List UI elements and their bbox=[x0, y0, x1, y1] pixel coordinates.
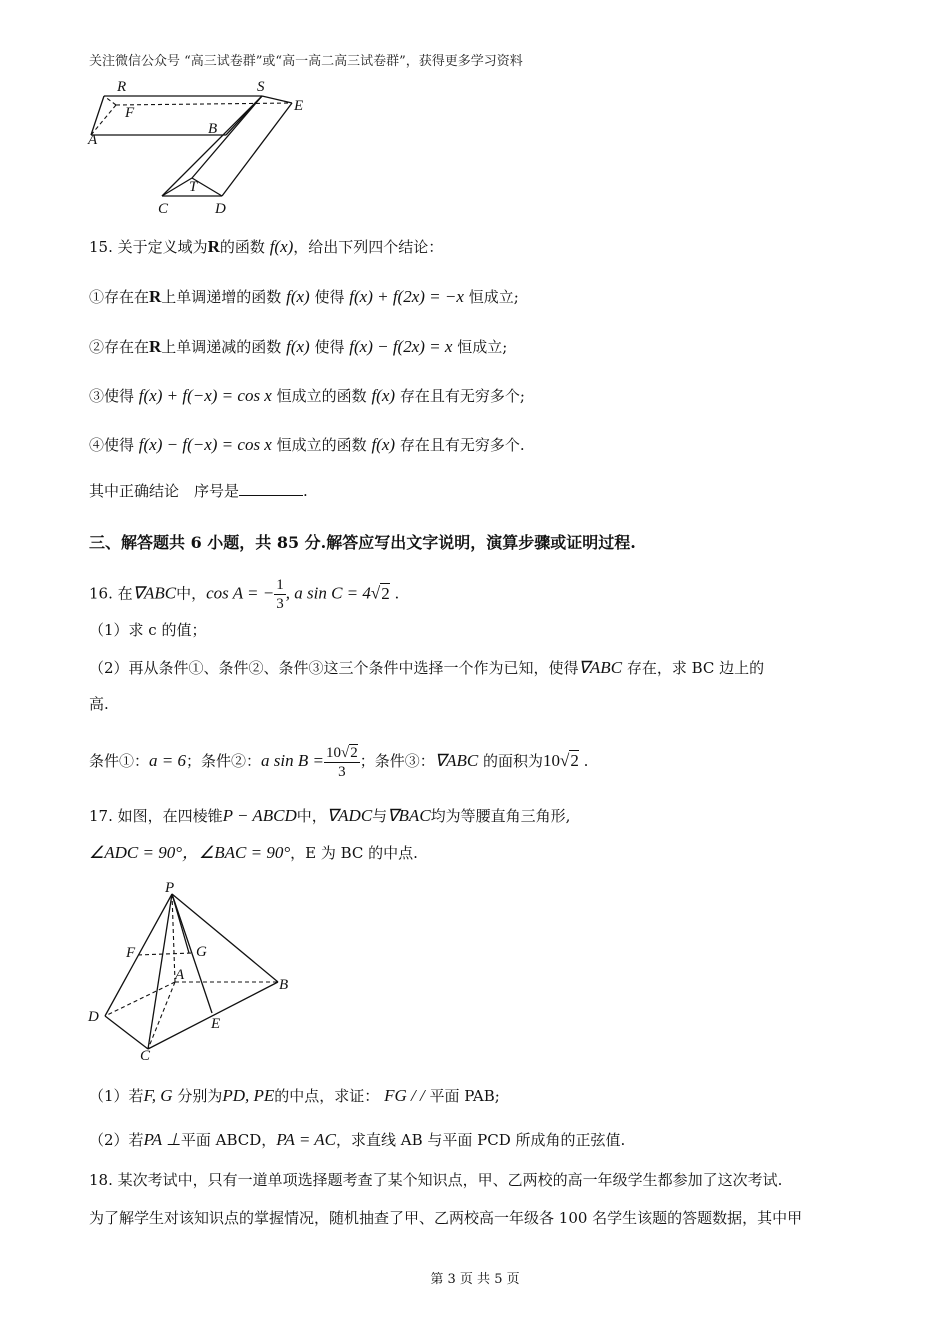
q18-line-2: 为了解学生对该知识点的掌握情况，随机抽查了甲、乙两校高一年级各 100 名学生该题的答题数据，其中甲 bbox=[89, 1209, 803, 1227]
q16-part-2: （2）再从条件①、条件②、条件③这三个条件中选择一个作为已知，使得∇ABC 存在，求 BC 边上的 bbox=[89, 658, 765, 677]
figure-pyramid bbox=[80, 876, 300, 1066]
fig1-label-D: D bbox=[215, 201, 226, 214]
fig1-label-E: E bbox=[294, 98, 304, 114]
page-footer: 第 3 页 共 5 页 bbox=[430, 1272, 520, 1287]
fig1-label-C: C bbox=[158, 201, 169, 214]
figure-prism bbox=[80, 74, 340, 214]
fig2-label-F: F bbox=[126, 945, 136, 961]
q18-line-1: 18. 某次考试中，只有一道单项选择题考查了某个知识点，甲、乙两校的高一年级学生都参加了这次考试. bbox=[89, 1171, 783, 1189]
q16-part-1: （1）求 c 的值； bbox=[89, 621, 207, 639]
fig1-label-S: S bbox=[257, 79, 265, 95]
fraction-ten-root-two-thirds: $\frac{10√2}{3}$ bbox=[325, 744, 358, 780]
q17-part-2: （2）若PA ⊥平面 ABCD，PA = AC，求直线 AB 与平面 PCD 所成角的正弦值. bbox=[89, 1130, 626, 1149]
q15-choice-1: ①存在在R上单调递增的函数 f(x) 使得 f(x) + f(2x) = −x 恒成立; bbox=[89, 287, 519, 306]
q15-stem: 15. 关于定义域为R的函数 f(x)，给出下列四个结论： bbox=[89, 237, 444, 256]
q15-answer-line: 其中正确结论 序号是 . bbox=[89, 482, 308, 500]
answer-blank[interactable] bbox=[239, 481, 303, 496]
q17-stem-cont: ∠ADC = 90°，∠BAC = 90°，E 为 BC 的中点. bbox=[89, 843, 418, 862]
fig2-label-E: E bbox=[211, 1016, 221, 1032]
fig2-label-C: C bbox=[140, 1048, 151, 1064]
q15-choice-2: ②存在在R上单调递减的函数 f(x) 使得 f(x) − f(2x) = x 恒成立; bbox=[89, 337, 508, 356]
section-title: 三、解答题共 6 小题，共 85 分.解答应写出文字说明，演算步骤或证明过程. bbox=[89, 533, 636, 552]
fraction-one-third: $\frac{1}{3}$ bbox=[276, 577, 284, 612]
fig1-label-R: R bbox=[117, 79, 127, 95]
q15-choice-4: ④使得 f(x) − f(−x) = cos x 恒成立的函数 f(x) 存在且有无穷多个. bbox=[89, 435, 525, 454]
fig2-label-B: B bbox=[279, 977, 289, 993]
fig1-label-T: T bbox=[189, 179, 198, 195]
q17-stem: 17. 如图，在四棱锥P − ABCD中，∇ADC与∇BAC均为等腰直角三角形, bbox=[89, 806, 571, 825]
fig1-label-F: F bbox=[125, 105, 135, 121]
page-header: 关注微信公众号 “高三试卷群”或“高一高二高三试卷群”，获得更多学习资料 bbox=[89, 54, 523, 69]
fig1-label-A: A bbox=[88, 132, 98, 148]
q15-choice-3: ③使得 f(x) + f(−x) = cos x 恒成立的函数 f(x) 存在且有无穷多个; bbox=[89, 386, 525, 405]
fig1-label-B: B bbox=[208, 121, 218, 137]
q16-conditions: 条件①：a = 6；条件②：a sin B = $\frac{10√2}{3}$ ；条件③：∇ABC 的面积为10√2 . bbox=[89, 744, 589, 780]
fig2-label-D: D bbox=[88, 1009, 99, 1025]
q16-stem: 16. 在∇ABC中，cos A = − $\frac{1}{3}$ , a sin C = 4√2 . bbox=[89, 577, 400, 612]
q16-part-2-cont: 高. bbox=[89, 695, 109, 713]
fig2-label-P: P bbox=[165, 880, 175, 896]
fig2-label-A: A bbox=[175, 967, 185, 983]
q17-part-1: （1）若F, G 分别为PD, PE的中点，求证： FG / / 平面 PAB; bbox=[89, 1086, 500, 1105]
fig2-label-G: G bbox=[196, 944, 207, 960]
